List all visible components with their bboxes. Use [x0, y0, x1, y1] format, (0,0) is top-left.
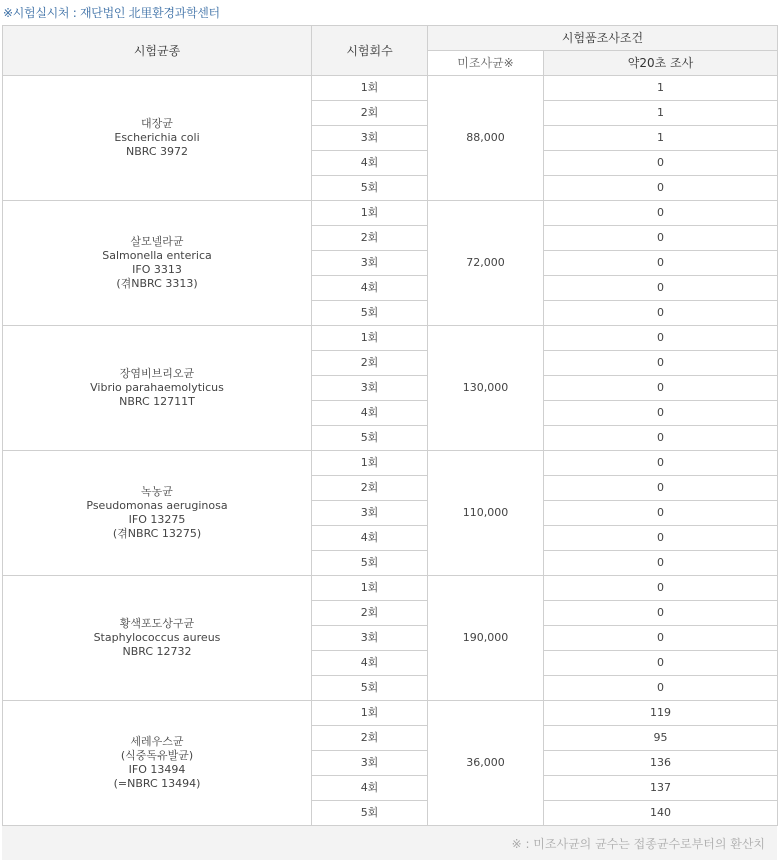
- trial-cell: 4회: [312, 276, 428, 301]
- trial-cell: 2회: [312, 226, 428, 251]
- header-trial: 시험회수: [312, 26, 428, 76]
- trial-cell: 1회: [312, 701, 428, 726]
- treated-count-cell: 0: [544, 326, 778, 351]
- species-line: IFO 3313: [132, 263, 182, 276]
- treated-count-cell: 136: [544, 751, 778, 776]
- table-row: [3, 701, 778, 726]
- trial-cell: 5회: [312, 176, 428, 201]
- trial-cell: 2회: [312, 101, 428, 126]
- species-line: (식중독유발균): [120, 749, 194, 762]
- species-line: Staphylococcus aureus: [93, 631, 221, 644]
- header-treated: 약20초 조사: [544, 51, 778, 76]
- treated-count-cell: 0: [544, 151, 778, 176]
- untreated-count-cell: 88,000: [428, 76, 544, 201]
- species-line: 황색포도상구균: [119, 617, 195, 630]
- trial-cell: 4회: [312, 651, 428, 676]
- trial-cell: 3회: [312, 501, 428, 526]
- species-cell: [3, 576, 312, 701]
- trial-cell: 4회: [312, 401, 428, 426]
- trial-cell: 1회: [312, 451, 428, 476]
- table-row: [3, 576, 778, 601]
- treated-count-cell: 0: [544, 526, 778, 551]
- species-line: NBRC 3972: [125, 145, 189, 158]
- trial-cell: 1회: [312, 76, 428, 101]
- species-line: Salmonella enterica: [102, 249, 212, 262]
- species-line: (=NBRC 13494): [113, 777, 201, 790]
- treated-count-cell: 0: [544, 401, 778, 426]
- treated-count-cell: 140: [544, 801, 778, 826]
- treated-count-cell: 0: [544, 676, 778, 701]
- table-body: [3, 76, 778, 826]
- species-line: NBRC 12732: [122, 645, 192, 658]
- species-line: 장염비브리오균: [119, 367, 195, 380]
- header-untreated: 미조사균※: [428, 51, 544, 76]
- trial-cell: 1회: [312, 576, 428, 601]
- trial-cell: 2회: [312, 601, 428, 626]
- species-line: 녹농균: [141, 485, 173, 498]
- species-line: (겪NBRC 3313): [116, 277, 198, 290]
- treated-count-cell: 0: [544, 351, 778, 376]
- trial-cell: 1회: [312, 201, 428, 226]
- trial-cell: 2회: [312, 351, 428, 376]
- footnote-bar: [2, 826, 777, 860]
- treated-count-cell: 0: [544, 176, 778, 201]
- treated-count-cell: 0: [544, 476, 778, 501]
- treated-count-cell: 137: [544, 776, 778, 801]
- trial-cell: 3회: [312, 751, 428, 776]
- trial-cell: 5회: [312, 426, 428, 451]
- species-cell: [3, 451, 312, 576]
- treated-count-cell: 0: [544, 451, 778, 476]
- source-note: ※시험실시처 : 재단법인 北里환경과학센터: [3, 6, 220, 20]
- treated-count-cell: 0: [544, 601, 778, 626]
- treated-count-cell: 0: [544, 426, 778, 451]
- trial-cell: 1회: [312, 326, 428, 351]
- treated-count-cell: 0: [544, 626, 778, 651]
- species-line: 대장균: [141, 117, 173, 130]
- trial-cell: 2회: [312, 476, 428, 501]
- species-line: IFO 13275: [128, 513, 186, 526]
- trial-cell: 3회: [312, 626, 428, 651]
- trial-cell: 2회: [312, 726, 428, 751]
- species-line: IFO 13494: [128, 763, 186, 776]
- treated-count-cell: 1: [544, 101, 778, 126]
- table-row: [3, 326, 778, 351]
- trial-cell: 4회: [312, 526, 428, 551]
- untreated-count-cell: 72,000: [428, 201, 544, 326]
- treated-count-cell: 0: [544, 276, 778, 301]
- trial-cell: 5회: [312, 551, 428, 576]
- species-line: Vibrio parahaemolyticus: [90, 381, 224, 394]
- species-cell: [3, 326, 312, 451]
- trial-cell: 5회: [312, 676, 428, 701]
- treated-count-cell: 0: [544, 501, 778, 526]
- species-line: Escherichia coli: [114, 131, 200, 144]
- trial-cell: 3회: [312, 251, 428, 276]
- treated-count-cell: 1: [544, 76, 778, 101]
- treated-count-cell: 119: [544, 701, 778, 726]
- untreated-count-cell: 190,000: [428, 576, 544, 701]
- trial-cell: 4회: [312, 151, 428, 176]
- trial-cell: 5회: [312, 801, 428, 826]
- species-line: (겪NBRC 13275): [112, 527, 202, 540]
- header-condition: 시험품조사조건: [428, 26, 778, 51]
- species-cell: [3, 201, 312, 326]
- species-line: Pseudomonas aeruginosa: [86, 499, 228, 512]
- species-line: NBRC 12711T: [119, 395, 195, 408]
- treated-count-cell: 1: [544, 126, 778, 151]
- trial-cell: 5회: [312, 301, 428, 326]
- footnote-text: ※ : 미조사균의 균수는 접종균수로부터의 환산치: [511, 837, 765, 851]
- species-cell: [3, 701, 312, 826]
- table-row: [3, 201, 778, 226]
- treated-count-cell: 95: [544, 726, 778, 751]
- treated-count-cell: 0: [544, 551, 778, 576]
- treated-count-cell: 0: [544, 226, 778, 251]
- treated-count-cell: 0: [544, 651, 778, 676]
- table-row: [3, 451, 778, 476]
- treated-count-cell: 0: [544, 201, 778, 226]
- untreated-count-cell: 36,000: [428, 701, 544, 826]
- treated-count-cell: 0: [544, 301, 778, 326]
- species-line: 살모넬라균: [130, 235, 184, 248]
- test-results-table: [2, 25, 778, 826]
- trial-cell: 3회: [312, 126, 428, 151]
- trial-cell: 3회: [312, 376, 428, 401]
- species-cell: [3, 76, 312, 201]
- header-species: 시험균종: [3, 26, 312, 76]
- treated-count-cell: 0: [544, 376, 778, 401]
- untreated-count-cell: 110,000: [428, 451, 544, 576]
- treated-count-cell: 0: [544, 576, 778, 601]
- species-line: 세레우스균: [130, 735, 184, 748]
- trial-cell: 4회: [312, 776, 428, 801]
- table-row: [3, 76, 778, 101]
- treated-count-cell: 0: [544, 251, 778, 276]
- untreated-count-cell: 130,000: [428, 326, 544, 451]
